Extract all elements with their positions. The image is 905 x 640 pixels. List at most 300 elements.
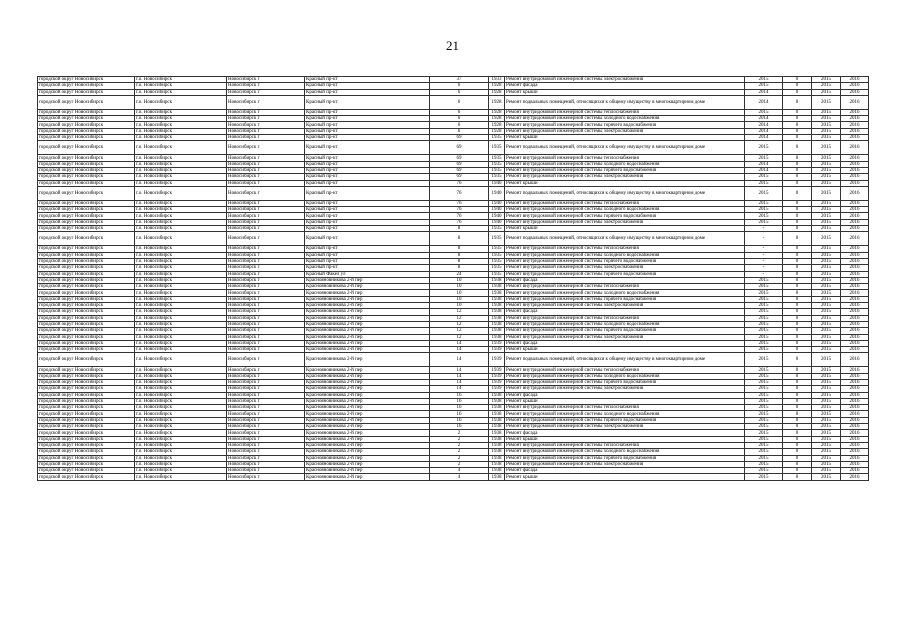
cell-to: 2016: [841, 315, 869, 321]
cell-zero: 0: [783, 167, 812, 173]
cell-to: 2016: [841, 277, 869, 283]
cell-to: 2016: [841, 303, 869, 309]
cell-locality: г.о. Новосибирск: [135, 455, 227, 461]
cell-to: 2016: [841, 461, 869, 467]
cell-street: Красный пр-кт: [305, 258, 430, 264]
repair-program-table: [37, 76, 869, 481]
cell-district: городской округ Новосибирск: [38, 334, 135, 340]
cell-street: Красный пр-кт: [305, 186, 430, 200]
cell-to: 2016: [841, 135, 869, 141]
cell-street: Краснояновникова 2-й пер: [305, 284, 430, 290]
cell-work: Ремонт внутридомовой инженерной системы горячего водоснабжения: [505, 167, 745, 173]
cell-city: Новосибирск г: [227, 340, 305, 346]
cell-work: Ремонт крыши: [505, 135, 745, 141]
cell-to: 2016: [841, 271, 869, 277]
cell-street: Краснояновникова 2-й пер: [305, 373, 430, 379]
cell-plan: 2015: [745, 141, 783, 155]
cell-plan: 2014: [745, 116, 783, 122]
cell-from: 2015: [812, 252, 841, 258]
cell-zero: 0: [783, 258, 812, 264]
cell-city: Новосибирск г: [227, 315, 305, 321]
cell-from: 2015: [812, 296, 841, 302]
cell-work: Ремонт внутридомовой инженерной системы холодного водоснабжения: [505, 290, 745, 296]
cell-year: 1940: [489, 207, 505, 213]
cell-district: городской округ Новосибирск: [38, 207, 135, 213]
cell-house: 16: [430, 411, 489, 417]
cell-house: 69: [430, 174, 489, 180]
cell-work: Ремонт крыши: [505, 347, 745, 353]
cell-city: Новосибирск г: [227, 226, 305, 232]
cell-year: 1935: [489, 252, 505, 258]
cell-locality: г.о. Новосибирск: [135, 95, 227, 109]
cell-to: 2016: [841, 155, 869, 161]
cell-locality: г.о. Новосибирск: [135, 128, 227, 134]
cell-city: Новосибирск г: [227, 77, 305, 83]
cell-year: 1938: [489, 424, 505, 430]
cell-work: Ремонт внутридомовой инженерной системы холодного водоснабжения: [505, 373, 745, 379]
cell-locality: г.о. Новосибирск: [135, 309, 227, 315]
cell-work: Ремонт внутридомовой инженерной системы теплоснабжения: [505, 200, 745, 206]
cell-plan: 2014: [745, 95, 783, 109]
cell-year: 1928: [489, 89, 505, 95]
cell-locality: г.о. Новосибирск: [135, 213, 227, 219]
cell-city: Новосибирск г: [227, 347, 305, 353]
cell-street: Красный пр-кт: [305, 77, 430, 83]
cell-street: Краснояновникова 2-й пер: [305, 328, 430, 334]
cell-zero: 0: [783, 135, 812, 141]
cell-street: Красный пр-кт: [305, 109, 430, 115]
cell-house: 14: [430, 347, 489, 353]
cell-house: 16: [430, 398, 489, 404]
cell-city: Новосибирск г: [227, 213, 305, 219]
cell-street: Красный пр-кт: [305, 141, 430, 155]
cell-plan: -: [745, 246, 783, 252]
cell-locality: г.о. Новосибирск: [135, 290, 227, 296]
cell-zero: 0: [783, 474, 812, 480]
cell-to: 2016: [841, 213, 869, 219]
cell-plan: 2015: [745, 424, 783, 430]
cell-to: 2016: [841, 373, 869, 379]
cell-district: городской округ Новосибирск: [38, 373, 135, 379]
cell-city: Новосибирск г: [227, 474, 305, 480]
cell-city: Новосибирск г: [227, 392, 305, 398]
cell-locality: г.о. Новосибирск: [135, 353, 227, 367]
cell-to: 2016: [841, 328, 869, 334]
cell-plan: 2015: [745, 155, 783, 161]
cell-from: 2015: [812, 186, 841, 200]
cell-city: Новосибирск г: [227, 296, 305, 302]
cell-plan: 2015: [745, 347, 783, 353]
cell-work: Ремонт внутридомовой инженерной системы электроснабжения: [505, 334, 745, 340]
cell-year: 1935: [489, 226, 505, 232]
cell-district: городской округ Новосибирск: [38, 309, 135, 315]
cell-district: городской округ Новосибирск: [38, 430, 135, 436]
cell-to: 2016: [841, 392, 869, 398]
cell-district: городской округ Новосибирск: [38, 83, 135, 89]
cell-street: Краснояновникова 2-й пер: [305, 347, 430, 353]
cell-locality: г.о. Новосибирск: [135, 219, 227, 225]
cell-district: городской округ Новосибирск: [38, 455, 135, 461]
cell-house: 16: [430, 424, 489, 430]
cell-house: 76: [430, 219, 489, 225]
cell-year: 1935: [489, 167, 505, 173]
cell-to: 2016: [841, 232, 869, 246]
cell-city: Новосибирск г: [227, 83, 305, 89]
cell-to: 2016: [841, 379, 869, 385]
cell-city: Новосибирск г: [227, 219, 305, 225]
cell-plan: 2015: [745, 321, 783, 327]
cell-plan: -: [745, 232, 783, 246]
cell-district: городской округ Новосибирск: [38, 328, 135, 334]
cell-work: Ремонт внутридомовой инженерной системы теплоснабжения: [505, 367, 745, 373]
cell-house: 10: [430, 296, 489, 302]
cell-plan: 2015: [745, 296, 783, 302]
cell-year: 1928: [489, 128, 505, 134]
cell-year: 1938: [489, 449, 505, 455]
cell-house: 14: [430, 353, 489, 367]
cell-city: Новосибирск г: [227, 430, 305, 436]
cell-city: Новосибирск г: [227, 405, 305, 411]
cell-plan: 2015: [745, 430, 783, 436]
cell-street: Краснояновникова 2-й пер: [305, 315, 430, 321]
cell-street: Красный пр-кт: [305, 135, 430, 141]
cell-city: Новосибирск г: [227, 109, 305, 115]
cell-from: 2015: [812, 430, 841, 436]
cell-year: 1938: [489, 296, 505, 302]
cell-zero: 0: [783, 83, 812, 89]
cell-work: Ремонт внутридомовой инженерной системы теплоснабжения: [505, 405, 745, 411]
cell-street: Краснояновникова 2-й пер: [305, 405, 430, 411]
cell-street: Красный пр-кт: [305, 128, 430, 134]
cell-city: Новосибирск г: [227, 424, 305, 430]
cell-plan: 2015: [745, 468, 783, 474]
cell-zero: 0: [783, 265, 812, 271]
cell-work: Ремонт внутридомовой инженерной системы горячего водоснабжения: [505, 379, 745, 385]
cell-zero: 0: [783, 303, 812, 309]
cell-year: 1935: [489, 265, 505, 271]
cell-to: 2016: [841, 161, 869, 167]
cell-street: Краснояновникова 2-й пер: [305, 367, 430, 373]
cell-zero: 0: [783, 226, 812, 232]
cell-from: 2015: [812, 141, 841, 155]
cell-work: Ремонт внутридомовой инженерной системы электроснабжения: [505, 265, 745, 271]
cell-street: Краснояновникова 2-й пер: [305, 321, 430, 327]
cell-work: Ремонт внутридомовой инженерной системы электроснабжения: [505, 128, 745, 134]
cell-from: 2015: [812, 379, 841, 385]
cell-locality: г.о. Новосибирск: [135, 246, 227, 252]
cell-city: Новосибирск г: [227, 290, 305, 296]
cell-city: Новосибирск г: [227, 265, 305, 271]
cell-work: Ремонт крыши: [505, 180, 745, 186]
cell-plan: -: [745, 226, 783, 232]
cell-year: 1928: [489, 109, 505, 115]
cell-to: 2016: [841, 207, 869, 213]
cell-city: Новосибирск г: [227, 174, 305, 180]
cell-zero: 0: [783, 392, 812, 398]
table-row: [38, 232, 869, 246]
cell-city: Новосибирск г: [227, 367, 305, 373]
cell-house: 16: [430, 417, 489, 423]
cell-year: 1938: [489, 442, 505, 448]
cell-locality: г.о. Новосибирск: [135, 174, 227, 180]
cell-from: 2015: [812, 232, 841, 246]
cell-work: Ремонт фасада: [505, 392, 745, 398]
cell-to: 2016: [841, 252, 869, 258]
cell-house: 2: [430, 461, 489, 467]
cell-year: 1938: [489, 334, 505, 340]
cell-zero: 0: [783, 232, 812, 246]
cell-work: Ремонт фасада: [505, 340, 745, 346]
cell-from: 2015: [812, 83, 841, 89]
cell-street: Краснояновникова 2-й пер: [305, 474, 430, 480]
cell-locality: г.о. Новосибирск: [135, 109, 227, 115]
cell-plan: -: [745, 252, 783, 258]
cell-zero: 0: [783, 405, 812, 411]
cell-city: Новосибирск г: [227, 411, 305, 417]
cell-locality: г.о. Новосибирск: [135, 417, 227, 423]
cell-house: 2: [430, 449, 489, 455]
cell-to: 2016: [841, 430, 869, 436]
cell-from: 2015: [812, 386, 841, 392]
cell-city: Новосибирск г: [227, 200, 305, 206]
cell-plan: 2015: [745, 109, 783, 115]
cell-street: Краснояновникова 2-й пер: [305, 468, 430, 474]
cell-to: 2016: [841, 258, 869, 264]
cell-house: 8: [430, 265, 489, 271]
cell-district: городской округ Новосибирск: [38, 398, 135, 404]
cell-year: 1938: [489, 315, 505, 321]
cell-zero: 0: [783, 219, 812, 225]
cell-street: Красный пр-кт: [305, 167, 430, 173]
cell-to: 2016: [841, 128, 869, 134]
cell-district: городской округ Новосибирск: [38, 386, 135, 392]
cell-from: 2015: [812, 219, 841, 225]
cell-street: Краснояновникова 2-й пер: [305, 353, 430, 367]
cell-plan: 2015: [745, 411, 783, 417]
cell-from: 2015: [812, 442, 841, 448]
cell-zero: 0: [783, 252, 812, 258]
cell-plan: 2014: [745, 161, 783, 167]
cell-plan: 2015: [745, 367, 783, 373]
cell-street: Красный пр-кт: [305, 246, 430, 252]
cell-district: городской округ Новосибирск: [38, 277, 135, 283]
cell-house: 69: [430, 155, 489, 161]
cell-zero: 0: [783, 315, 812, 321]
cell-district: городской округ Новосибирск: [38, 141, 135, 155]
cell-work: Ремонт фасада: [505, 277, 745, 283]
cell-locality: г.о. Новосибирск: [135, 141, 227, 155]
cell-from: 2015: [812, 321, 841, 327]
cell-from: 2015: [812, 246, 841, 252]
cell-house: 12: [430, 321, 489, 327]
cell-locality: г.о. Новосибирск: [135, 379, 227, 385]
cell-year: 1938: [489, 284, 505, 290]
cell-zero: 0: [783, 128, 812, 134]
cell-to: 2016: [841, 321, 869, 327]
cell-district: городской округ Новосибирск: [38, 246, 135, 252]
cell-to: 2016: [841, 95, 869, 109]
cell-to: 2016: [841, 353, 869, 367]
cell-from: 2015: [812, 340, 841, 346]
cell-from: 2015: [812, 128, 841, 134]
cell-from: 2015: [812, 353, 841, 367]
cell-street: Краснояновникова 2-й пер: [305, 379, 430, 385]
cell-work: Ремонт внутридомовой инженерной системы теплоснабжения: [505, 155, 745, 161]
cell-work: Ремонт фасада: [505, 309, 745, 315]
cell-year: 1938: [489, 290, 505, 296]
cell-to: 2016: [841, 116, 869, 122]
cell-zero: 0: [783, 455, 812, 461]
cell-zero: 0: [783, 284, 812, 290]
cell-plan: 2015: [745, 455, 783, 461]
cell-city: Новосибирск г: [227, 161, 305, 167]
cell-district: городской округ Новосибирск: [38, 271, 135, 277]
cell-plan: 2015: [745, 392, 783, 398]
cell-zero: 0: [783, 180, 812, 186]
cell-city: Новосибирск г: [227, 373, 305, 379]
cell-work: Ремонт подвальных помещений, относящихся к общему имуществу в многоквартирном доме: [505, 232, 745, 246]
cell-work: Ремонт внутридомовой инженерной системы электроснабжения: [505, 303, 745, 309]
cell-house: 69: [430, 141, 489, 155]
cell-zero: 0: [783, 436, 812, 442]
cell-city: Новосибирск г: [227, 449, 305, 455]
cell-from: 2015: [812, 436, 841, 442]
cell-district: городской округ Новосибирск: [38, 258, 135, 264]
cell-work: Ремонт внутридомовой инженерной системы холодного водоснабжения: [505, 321, 745, 327]
cell-plan: 2015: [745, 284, 783, 290]
cell-from: 2015: [812, 309, 841, 315]
cell-work: Ремонт внутридомовой инженерной системы горячего водоснабжения: [505, 417, 745, 423]
cell-plan: 2015: [745, 436, 783, 442]
cell-from: 2015: [812, 277, 841, 283]
cell-zero: 0: [783, 417, 812, 423]
cell-district: городской округ Новосибирск: [38, 167, 135, 173]
table-row: [38, 353, 869, 367]
cell-street: Красный пр-кт: [305, 213, 430, 219]
cell-plan: 2015: [745, 474, 783, 480]
cell-locality: г.о. Новосибирск: [135, 405, 227, 411]
cell-year: 1935: [489, 258, 505, 264]
cell-house: 76: [430, 213, 489, 219]
cell-work: Ремонт внутридомовой инженерной системы теплоснабжения: [505, 315, 745, 321]
cell-year: 1940: [489, 200, 505, 206]
cell-year: 1940: [489, 186, 505, 200]
cell-zero: 0: [783, 271, 812, 277]
cell-to: 2016: [841, 417, 869, 423]
cell-plan: 2015: [745, 398, 783, 404]
cell-to: 2016: [841, 246, 869, 252]
cell-city: Новосибирск г: [227, 155, 305, 161]
cell-locality: г.о. Новосибирск: [135, 284, 227, 290]
cell-work: Ремонт внутридомовой инженерной системы горячего водоснабжения: [505, 213, 745, 219]
cell-plan: 2015: [745, 186, 783, 200]
cell-to: 2016: [841, 398, 869, 404]
cell-work: Ремонт внутридомовой инженерной системы электроснабжения: [505, 219, 745, 225]
cell-plan: 2015: [745, 83, 783, 89]
cell-year: 1935: [489, 161, 505, 167]
cell-zero: 0: [783, 207, 812, 213]
cell-house: 10: [430, 284, 489, 290]
cell-locality: г.о. Новосибирск: [135, 340, 227, 346]
cell-city: Новосибирск г: [227, 128, 305, 134]
cell-city: Новосибирск г: [227, 116, 305, 122]
cell-locality: г.о. Новосибирск: [135, 252, 227, 258]
cell-plan: 2015: [745, 353, 783, 367]
cell-locality: г.о. Новосибирск: [135, 89, 227, 95]
cell-from: 2015: [812, 398, 841, 404]
cell-from: 2015: [812, 161, 841, 167]
cell-district: городской округ Новосибирск: [38, 405, 135, 411]
cell-year: 1938: [489, 392, 505, 398]
cell-year: 1939: [489, 379, 505, 385]
cell-year: 1935: [489, 232, 505, 246]
cell-from: 2015: [812, 373, 841, 379]
cell-plan: 2015: [745, 405, 783, 411]
cell-zero: 0: [783, 109, 812, 115]
cell-to: 2016: [841, 167, 869, 173]
table-body: [38, 77, 869, 481]
page-number: 21: [446, 38, 459, 53]
cell-locality: г.о. Новосибирск: [135, 226, 227, 232]
cell-to: 2016: [841, 449, 869, 455]
cell-work: Ремонт внутридомовой инженерной системы холодного водоснабжения: [505, 207, 745, 213]
cell-from: 2015: [812, 449, 841, 455]
cell-street: Краснояновникова 2-й пер: [305, 296, 430, 302]
cell-zero: 0: [783, 309, 812, 315]
cell-zero: 0: [783, 161, 812, 167]
cell-district: городской округ Новосибирск: [38, 411, 135, 417]
cell-district: городской округ Новосибирск: [38, 122, 135, 128]
cell-district: городской округ Новосибирск: [38, 379, 135, 385]
cell-house: 14: [430, 379, 489, 385]
cell-city: Новосибирск г: [227, 398, 305, 404]
cell-from: 2015: [812, 200, 841, 206]
cell-work: Ремонт внутридомовой инженерной системы горячего водоснабжения: [505, 271, 745, 277]
cell-house: 4: [430, 474, 489, 480]
cell-year: 1939: [489, 386, 505, 392]
cell-zero: 0: [783, 89, 812, 95]
cell-plan: 2015: [745, 417, 783, 423]
cell-district: городской округ Новосибирск: [38, 449, 135, 455]
cell-street: Красный пр-кт: [305, 252, 430, 258]
cell-district: городской округ Новосибирск: [38, 321, 135, 327]
cell-from: 2015: [812, 461, 841, 467]
cell-zero: 0: [783, 77, 812, 83]
cell-district: городской округ Новосибирск: [38, 284, 135, 290]
cell-plan: 2015: [745, 200, 783, 206]
cell-city: Новосибирск г: [227, 455, 305, 461]
cell-zero: 0: [783, 411, 812, 417]
cell-locality: г.о. Новосибирск: [135, 155, 227, 161]
cell-locality: г.о. Новосибирск: [135, 373, 227, 379]
cell-from: 2015: [812, 77, 841, 83]
cell-zero: 0: [783, 430, 812, 436]
cell-district: городской округ Новосибирск: [38, 474, 135, 480]
cell-district: городской округ Новосибирск: [38, 155, 135, 161]
cell-house: 8: [430, 232, 489, 246]
cell-zero: 0: [783, 468, 812, 474]
cell-street: Красный пр-кт: [305, 83, 430, 89]
cell-plan: 2015: [745, 449, 783, 455]
cell-zero: 0: [783, 449, 812, 455]
cell-plan: 2015: [745, 328, 783, 334]
cell-city: Новосибирск г: [227, 89, 305, 95]
cell-house: 2: [430, 455, 489, 461]
cell-from: 2015: [812, 284, 841, 290]
cell-house: 8: [430, 258, 489, 264]
cell-zero: 0: [783, 122, 812, 128]
cell-district: городской округ Новосибирск: [38, 77, 135, 83]
